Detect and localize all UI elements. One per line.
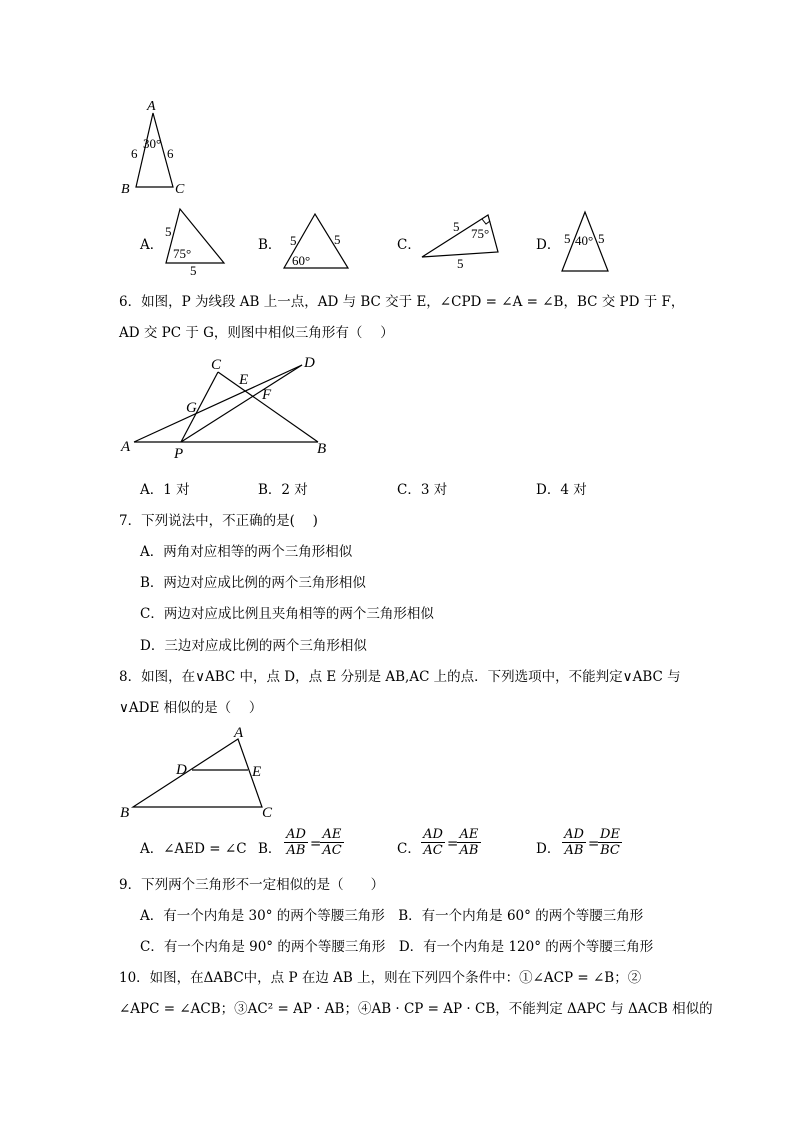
q8-option-d[interactable]: D． $\frac{AD}{AB}$ = $\frac{DE}{BC}$ <box>536 827 636 863</box>
svg-text:A: A <box>121 439 131 455</box>
q8-stem-line2: ∨ADE 相似的是（ ） <box>119 700 263 716</box>
q6-stem-line1: 6．如图，P 为线段 AB 上一点，AD 与 BC 交于 E，∠CPD = ∠A = ∠B，BC 交 PD 于 F， <box>119 294 685 310</box>
q8-stem-line1: 8．如图，在∨ABC 中，点 D，点 E 分别是 AB,AC 上的点．下列选项中，不能判定∨ABC 与 <box>119 669 681 685</box>
svg-text:A: A <box>234 725 244 741</box>
svg-text:G: G <box>186 400 197 416</box>
q7-option-d[interactable]: D．三边对应成比例的两个三角形相似 <box>140 638 367 654</box>
svg-text:5: 5 <box>564 231 571 246</box>
q8-option-c[interactable]: C． $\frac{AD}{AC}$ = $\frac{AE}{AB}$ <box>397 827 497 863</box>
svg-text:5: 5 <box>165 224 172 239</box>
q5-option-d-letter[interactable]: D． <box>536 237 561 253</box>
svg-text:5: 5 <box>453 219 460 234</box>
q5-option-c-letter[interactable]: C． <box>397 237 421 253</box>
q5-label-b: B <box>121 182 130 197</box>
svg-text:P: P <box>174 446 184 462</box>
svg-text:5: 5 <box>598 231 605 246</box>
svg-text:5: 5 <box>457 256 464 271</box>
q5-option-a-letter[interactable]: A． <box>140 237 164 253</box>
svg-text:D: D <box>304 355 315 371</box>
q9-options-row2[interactable]: C．有一个内角是 90° 的两个等腰三角形 D．有一个内角是 120° 的两个等腰三角形 <box>140 939 654 955</box>
q6-option-a[interactable]: A．1 对 <box>140 482 190 498</box>
q5-side-ab: 6 <box>131 146 138 161</box>
svg-text:C: C <box>211 357 222 373</box>
svg-text:5: 5 <box>190 263 197 278</box>
q7-option-a[interactable]: A．两角对应相等的两个三角形相似 <box>140 544 353 560</box>
svg-text:40°: 40° <box>575 233 594 248</box>
svg-text:B: B <box>317 441 327 457</box>
q7-stem: 7．下列说法中，不正确的是( ) <box>119 513 318 529</box>
q5-label-c: C <box>175 182 185 197</box>
q8-option-b[interactable]: B． $\frac{AD}{AB}$ = $\frac{AE}{AC}$ <box>258 827 358 863</box>
svg-text:D: D <box>176 762 187 778</box>
q6-option-b[interactable]: B．2 对 <box>258 482 308 498</box>
q8-option-a[interactable]: A．∠AED = ∠C <box>140 841 247 857</box>
svg-text:E: E <box>252 764 262 780</box>
svg-text:75°: 75° <box>173 246 192 261</box>
svg-text:B: B <box>120 805 130 821</box>
q7-option-b[interactable]: B．两边对应成比例的两个三角形相似 <box>140 575 366 591</box>
svg-text:5: 5 <box>334 232 341 247</box>
q5-angle-a: 30° <box>143 136 162 151</box>
svg-text:E: E <box>239 372 249 388</box>
svg-text:F: F <box>262 387 272 403</box>
q5-side-ac: 6 <box>167 146 174 161</box>
q5-label-a: A <box>147 99 156 114</box>
svg-text:60°: 60° <box>292 253 311 268</box>
q7-option-c[interactable]: C．两边对应成比例且夹角相等的两个三角形相似 <box>140 606 434 622</box>
q6-option-c[interactable]: C．3 对 <box>397 482 448 498</box>
svg-text:5: 5 <box>290 233 297 248</box>
q6-stem-line2: AD 交 PC 于 G，则图中相似三角形有（ ） <box>119 325 394 341</box>
q9-stem: 9．下列两个三角形不一定相似的是（ ） <box>119 877 385 893</box>
svg-text:C: C <box>262 805 273 821</box>
q6-option-d[interactable]: D．4 对 <box>536 482 587 498</box>
svg-text:75°: 75° <box>471 226 490 241</box>
q10-stem-line2: ∠APC = ∠ACB；③AC² = AP · AB；④AB · CP = AP · CB，不能判定 ΔAPC 与 ΔACB 相似的 <box>119 1001 713 1017</box>
q5-option-b-letter[interactable]: B． <box>258 237 282 253</box>
q9-options-row1[interactable]: A．有一个内角是 30° 的两个等腰三角形 B．有一个内角是 60° 的两个等腰三角形 <box>140 908 644 924</box>
q10-stem-line1: 10．如图，在ΔABC中，点 P 在边 AB 上，则在下列四个条件中：①∠ACP = ∠B；② <box>119 970 642 986</box>
